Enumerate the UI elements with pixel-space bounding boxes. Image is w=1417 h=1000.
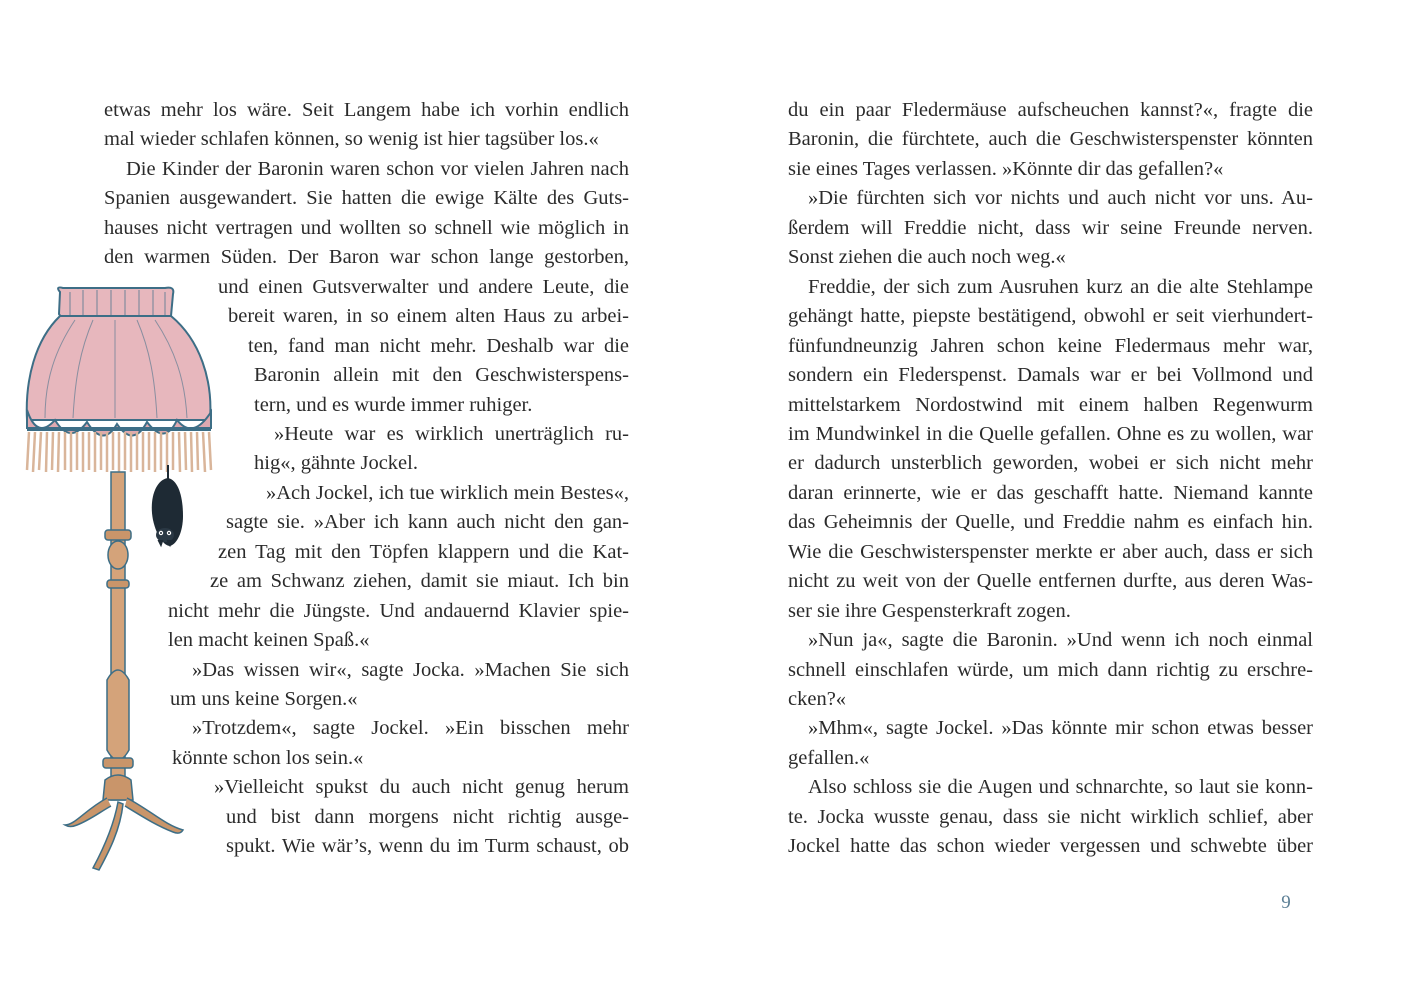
left-page-line-6: den warmen Süden. Der Baron war schon lange gestorben, bbox=[104, 246, 629, 269]
right-page-line-8: gehängt hatte, piepste bestätigend, obwohl er seit vierhundert- bbox=[788, 305, 1313, 328]
left-page-line-2: mal wieder schlafen können, so wenig ist hier tagsüber los.« bbox=[104, 128, 599, 151]
right-page-line-15: das Geheimnis der Quelle, und Freddie nahm es einfach hin. bbox=[788, 511, 1313, 534]
left-page-line-26: spukt. Wie wär’s, wenn du im Turm schaust, ob bbox=[226, 835, 629, 858]
right-page-line-9: fünfundneunzig Jahren schon keine Fledermaus mehr war, bbox=[788, 334, 1313, 357]
left-page-line-11: tern, und es wurde immer ruhiger. bbox=[254, 393, 533, 416]
right-page-line-26: Jockel hatte das schon wieder vergessen und schwebte über bbox=[788, 835, 1313, 858]
right-page-line-23: gefallen.« bbox=[788, 746, 870, 769]
right-page-line-18: ser sie ihre Gespensterkraft zogen. bbox=[788, 599, 1071, 622]
right-page-line-19: »Nun ja«, sagte die Baronin. »Und wenn ich noch einmal bbox=[808, 629, 1313, 652]
right-page-line-12: im Mundwinkel in die Quelle gefallen. Ohne es zu wollen, war bbox=[788, 422, 1313, 445]
left-page-line-12: »Heute war es wirklich unerträglich ru- bbox=[274, 422, 629, 445]
page-number: 9 bbox=[1281, 892, 1291, 913]
left-page-line-23: könnte schon los sein.« bbox=[172, 746, 364, 769]
floor-lamp-with-bat-illustration bbox=[15, 280, 225, 880]
lamp-shade-icon bbox=[27, 288, 211, 473]
left-page-line-22: »Trotzdem«, sagte Jockel. »Ein bisschen mehr bbox=[192, 717, 629, 740]
left-page-line-24: »Vielleicht spukst du auch nicht genug herum bbox=[214, 776, 629, 799]
left-page-line-14: »Ach Jockel, ich tue wirklich mein Bestes«, bbox=[266, 481, 629, 504]
right-page-line-11: mittelstarkem Nordostwind mit einem halben Regenwurm bbox=[788, 393, 1313, 416]
left-page-line-9: ten, fand man nicht mehr. Deshalb war die bbox=[248, 334, 629, 357]
right-page-line-6: Sonst ziehen die auch noch weg.« bbox=[788, 246, 1066, 269]
right-page-line-25: te. Jocka wusste genau, dass sie nicht wirklich schlief, aber bbox=[788, 805, 1313, 828]
right-page-line-3: sie eines Tages verlassen. »Könnte dir das gefallen?« bbox=[788, 157, 1224, 180]
right-page-line-22: »Mhm«, sagte Jockel. »Das könnte mir schon etwas besser bbox=[808, 717, 1313, 740]
right-page-line-5: ßerdem will Freddie nicht, dass wir seine Freunde nerven. bbox=[788, 216, 1313, 239]
left-page-line-18: nicht mehr die Jüngste. Und andauernd Klavier spie- bbox=[168, 599, 629, 622]
right-page-line-2: Baronin, die fürchtete, auch die Geschwisterspenster könnten bbox=[788, 128, 1313, 151]
left-page-line-20: »Das wissen wir«, sagte Jocka. »Machen Sie sich bbox=[192, 658, 629, 681]
left-page-line-19: len macht keinen Spaß.« bbox=[168, 629, 370, 652]
left-page-line-16: zen Tag mit den Töpfen klappern und die Kat- bbox=[218, 540, 629, 563]
right-page-line-10: sondern ein Flederspenst. Damals war er bei Vollmond und bbox=[788, 364, 1313, 387]
left-page-line-15: sagte sie. »Aber ich kann auch nicht den gan- bbox=[226, 511, 629, 534]
hanging-bat-icon bbox=[152, 465, 183, 546]
right-page-line-13: er dadurch unsterblich geworden, wobei er sich nicht mehr bbox=[788, 452, 1313, 475]
right-page-line-14: daran erinnerte, wie er das geschafft hatte. Niemand kannte bbox=[788, 481, 1313, 504]
right-page-line-16: Wie die Geschwisterspenster merkte er aber auch, dass er sich bbox=[788, 540, 1313, 563]
right-page-line-7: Freddie, der sich zum Ausruhen kurz an die alte Stehlampe bbox=[808, 275, 1313, 298]
left-page-line-3: Die Kinder der Baronin waren schon vor vielen Jahren nach bbox=[126, 157, 629, 180]
left-page-line-21: um uns keine Sorgen.« bbox=[170, 688, 358, 710]
right-page-line-21: cken?« bbox=[788, 688, 847, 710]
left-page-line-25: und bist dann morgens nicht richtig ausge- bbox=[226, 805, 629, 828]
right-page-line-4: »Die fürchten sich vor nichts und auch nicht vor uns. Au- bbox=[808, 187, 1313, 210]
left-page-line-17: ze am Schwanz ziehen, damit sie miaut. Ich bin bbox=[210, 570, 629, 593]
right-page-line-17: nicht zu weit von der Quelle entfernen durfte, aus deren Was- bbox=[788, 570, 1313, 593]
left-page-line-13: hig«, gähnte Jockel. bbox=[254, 452, 418, 475]
left-page-line-4: Spanien ausgewandert. Sie hatten die ewige Kälte des Guts- bbox=[104, 187, 629, 210]
right-page-line-1: du ein paar Fledermäuse aufscheuchen kannst?«, fragte die bbox=[788, 99, 1313, 121]
left-page-line-7: und einen Gutsverwalter und andere Leute, die bbox=[218, 275, 629, 298]
right-page-line-24: Also schloss sie die Augen und schnarchte, so laut sie konn- bbox=[808, 776, 1313, 799]
left-page-line-8: bereit waren, in so einem alten Haus zu arbei- bbox=[228, 305, 629, 328]
left-page-line-1: etwas mehr los wäre. Seit Langem habe ich vorhin endlich bbox=[104, 99, 629, 121]
right-page-line-20: schnell einschlafen würde, um mich dann richtig zu erschre- bbox=[788, 658, 1313, 681]
left-page-line-10: Baronin allein mit den Geschwisterspens- bbox=[254, 364, 629, 387]
left-page-line-5: hauses nicht vertragen und wollten so schnell wie möglich in bbox=[104, 216, 629, 239]
